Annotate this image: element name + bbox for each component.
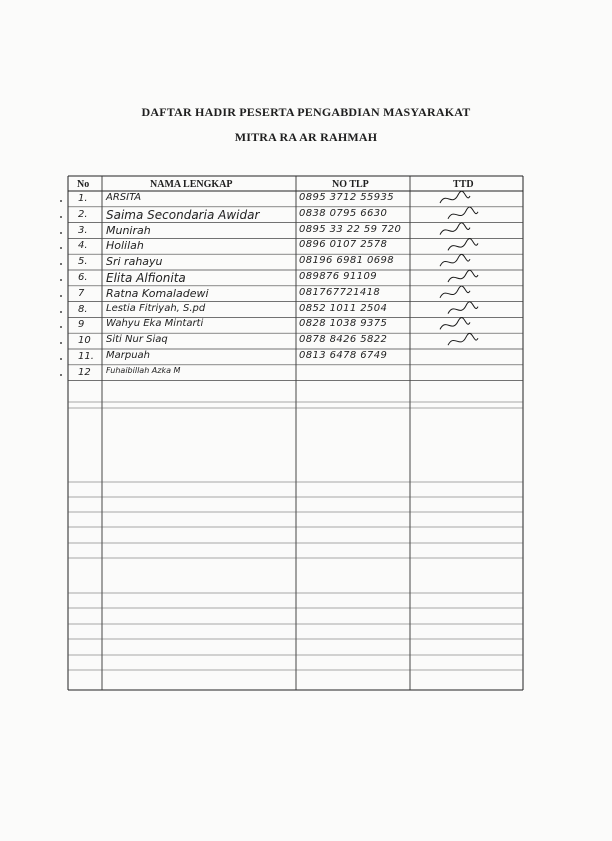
- participant-phone: 081767721418: [299, 286, 381, 298]
- margin-mark: [60, 232, 62, 234]
- header-signature: TTD: [453, 179, 474, 190]
- participant-name: Lestia Fitriyah, S.pd: [106, 302, 206, 314]
- signature-scribble: [440, 286, 470, 298]
- participant-name: Sri rahayu: [106, 255, 163, 269]
- participant-name: Fuhaibillah Azka M: [106, 365, 181, 375]
- participant-phone: 0896 0107 2578: [299, 239, 388, 251]
- row-number: 5.: [78, 256, 88, 268]
- participant-name: Elita Alfionita: [106, 271, 186, 285]
- participant-phone: 089876 91109: [299, 271, 377, 282]
- participant-name: Siti Nur Siaq: [106, 334, 168, 346]
- row-number: 3.: [78, 224, 88, 236]
- row-number: 9: [78, 319, 85, 331]
- margin-mark: [60, 374, 62, 376]
- margin-mark: [60, 200, 62, 202]
- signature-scribble: [448, 239, 478, 251]
- row-number: 11.: [78, 351, 94, 362]
- participant-name: Holilah: [106, 239, 144, 253]
- participant-name: ARSITA: [106, 192, 142, 203]
- row-number: 10: [78, 335, 91, 347]
- participant-name: Ratna Komaladewi: [106, 286, 209, 300]
- header-name: NAMA LENGKAP: [150, 179, 233, 190]
- row-number: 1.: [78, 193, 88, 204]
- signature-scribble: [440, 318, 470, 330]
- participant-name: Wahyu Eka Mintarti: [106, 318, 204, 330]
- signature-scribble: [440, 191, 470, 203]
- row-number: 12: [78, 366, 91, 378]
- margin-mark: [60, 311, 62, 313]
- row-number: 4.: [78, 240, 88, 252]
- page-subtitle: MITRA RA AR RAHMAH: [234, 130, 378, 144]
- margin-mark: [60, 295, 62, 297]
- participant-name: Munirah: [106, 223, 151, 237]
- row-number: 2.: [78, 208, 88, 220]
- participant-name: Saima Secondaria Awidar: [106, 207, 260, 222]
- signature-scribble: [448, 207, 478, 219]
- participant-phone: 0895 3712 55935: [299, 192, 395, 203]
- header-phone: NO TLP: [332, 179, 369, 190]
- participant-phone: 08196 6981 0698: [299, 255, 395, 267]
- participant-phone: 0838 0795 6630: [299, 207, 388, 219]
- row-number: 8.: [78, 303, 88, 315]
- signature-scribble: [448, 333, 478, 345]
- row-number: 7: [78, 287, 85, 299]
- signature-scribble: [448, 270, 478, 282]
- participant-phone: 0828 1038 9375: [299, 318, 388, 330]
- participant-phone: 0813 6478 6749: [299, 350, 388, 361]
- participant-name: Marpuah: [106, 350, 151, 361]
- participant-phone: 0895 33 22 59 720: [299, 223, 402, 235]
- signature-scribble: [448, 302, 478, 314]
- signature-scribble: [440, 223, 470, 235]
- margin-mark: [60, 279, 62, 281]
- margin-mark: [60, 216, 62, 218]
- margin-mark: [60, 358, 62, 360]
- row-number: 6.: [78, 272, 88, 283]
- signature-scribble: [440, 254, 470, 266]
- participant-phone: 0852 1011 2504: [299, 302, 388, 314]
- header-no: No: [77, 179, 90, 190]
- page-title: DAFTAR HADIR PESERTA PENGABDIAN MASYARAKAT: [141, 105, 471, 119]
- participant-phone: 0878 8426 5822: [299, 334, 388, 346]
